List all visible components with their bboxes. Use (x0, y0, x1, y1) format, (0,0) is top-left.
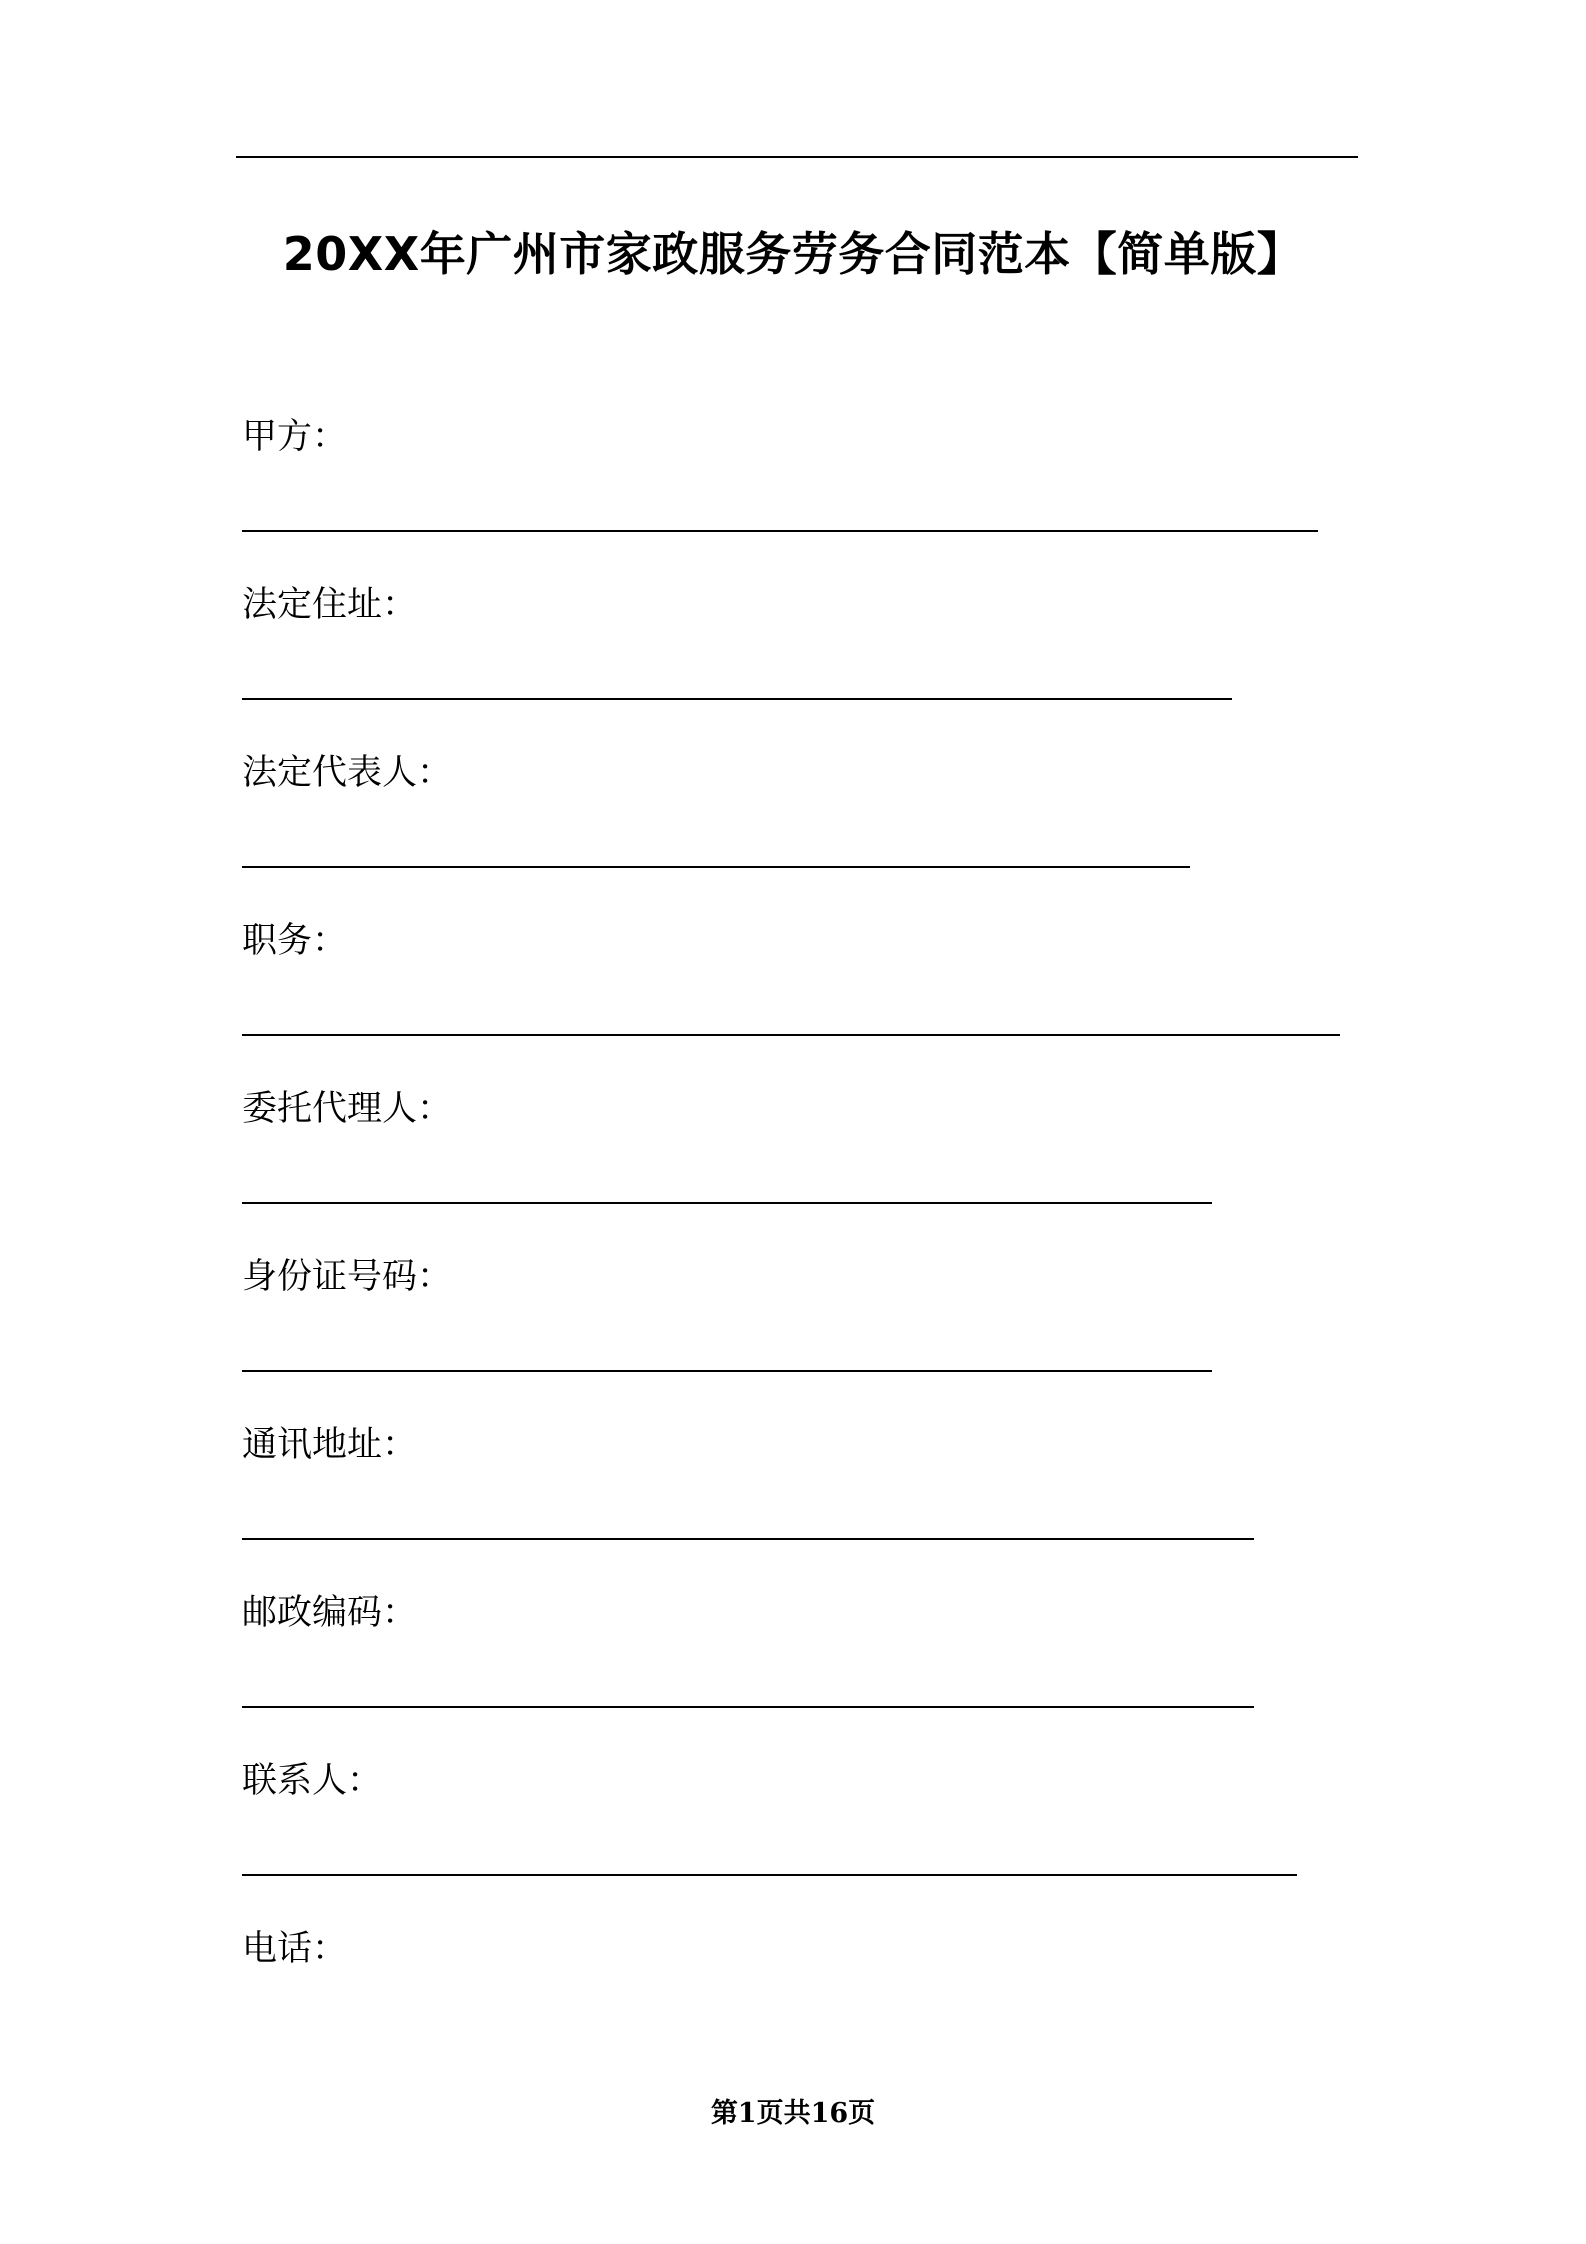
fill-in-line (242, 530, 1318, 532)
page-number-footer: 第1页共16页 (710, 2098, 876, 2129)
fill-in-line (242, 1370, 1212, 1372)
field-id-number (242, 1252, 1372, 1420)
field-label: 电话： (242, 1929, 348, 1969)
field-label: 法定住址： (242, 585, 418, 625)
field-legal-address (242, 580, 1372, 748)
field-label: 邮政编码： (242, 1593, 418, 1633)
field-label: 职务： (242, 921, 348, 961)
field-postal-code (242, 1588, 1372, 1756)
fill-in-line (242, 1706, 1254, 1708)
fill-in-line (242, 1538, 1254, 1540)
field-label: 法定代表人： (242, 753, 453, 793)
field-legal-representative (242, 748, 1372, 916)
header-rule (236, 156, 1358, 158)
fill-in-line (242, 1874, 1297, 1876)
fill-in-line (242, 1034, 1340, 1036)
fill-in-line (242, 1202, 1212, 1204)
field-party-a (242, 412, 1372, 580)
fill-in-line (242, 866, 1190, 868)
field-label: 通讯地址： (242, 1425, 418, 1465)
field-label: 联系人： (242, 1761, 383, 1801)
field-label: 委托代理人： (242, 1089, 453, 1129)
field-position (242, 916, 1372, 1084)
field-mailing-address (242, 1420, 1372, 1588)
field-label: 甲方： (242, 417, 348, 457)
field-label: 身份证号码： (242, 1257, 453, 1297)
field-phone (242, 1924, 1372, 2092)
document-title: 20XX年广州市家政服务劳务合同范本【简单版】 (282, 227, 1304, 281)
field-contact-person (242, 1756, 1372, 1924)
fill-in-line (242, 698, 1232, 700)
field-authorized-agent (242, 1084, 1372, 1252)
